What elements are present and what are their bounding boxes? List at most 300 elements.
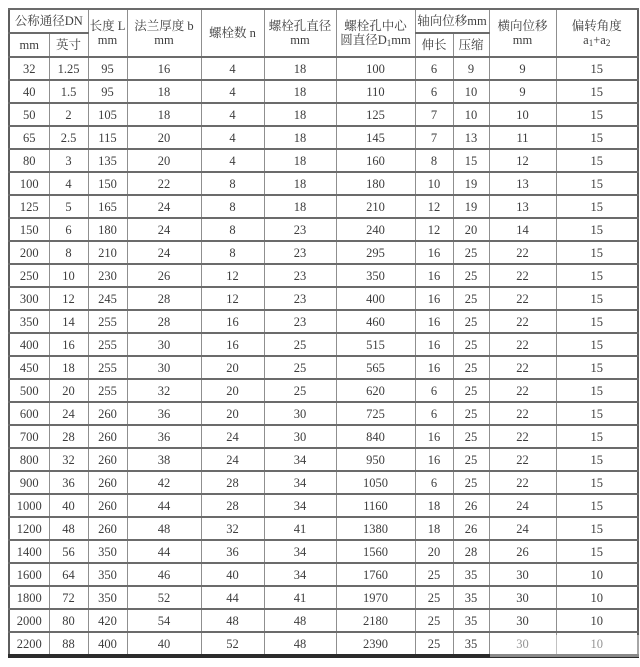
cell-length: 95 <box>88 57 127 80</box>
cell-deflection-angle: 15 <box>556 149 638 172</box>
cell-lateral-displacement: 22 <box>489 448 556 471</box>
cell-flange-thickness: 52 <box>127 586 201 609</box>
table-row <box>9 287 638 310</box>
cell-lateral-displacement: 10 <box>489 103 556 126</box>
header-bolt-hole-diameter <box>264 9 336 57</box>
header-row-1 <box>9 9 638 33</box>
cell-lateral-displacement: 30 <box>489 563 556 586</box>
header-bolt-circle-line1: 螺栓孔中心 <box>344 19 407 33</box>
cell-axial-compress: 25 <box>453 448 489 471</box>
cell-bolt-hole-diameter: 18 <box>264 149 336 172</box>
cell-axial-compress: 25 <box>453 425 489 448</box>
cell-length: 400 <box>88 632 127 656</box>
cell-length: 255 <box>88 356 127 379</box>
cell-bolt-hole-diameter: 23 <box>264 264 336 287</box>
cell-bolt-circle-diameter: 1160 <box>336 494 415 517</box>
cell-dn-inch: 4 <box>49 172 88 195</box>
cell-bolt-hole-diameter: 23 <box>264 241 336 264</box>
cell-bolt-circle-diameter: 1560 <box>336 540 415 563</box>
cell-axial-compress: 25 <box>453 310 489 333</box>
cell-deflection-angle: 15 <box>556 172 638 195</box>
cell-flange-thickness: 32 <box>127 379 201 402</box>
table-row <box>9 425 638 448</box>
cell-axial-compress: 35 <box>453 609 489 632</box>
cell-bolt-count: 4 <box>201 57 264 80</box>
cell-flange-thickness: 28 <box>127 287 201 310</box>
spec-table <box>8 8 639 658</box>
cell-flange-thickness: 28 <box>127 310 201 333</box>
cell-axial-extend: 16 <box>415 287 453 310</box>
cell-axial-extend: 16 <box>415 310 453 333</box>
cell-bolt-count: 44 <box>201 586 264 609</box>
cell-dn-inch: 20 <box>49 379 88 402</box>
cell-bolt-count: 8 <box>201 218 264 241</box>
cell-dn-mm: 700 <box>9 425 49 448</box>
cell-lateral-displacement: 22 <box>489 356 556 379</box>
cell-bolt-count: 12 <box>201 264 264 287</box>
cell-bolt-hole-diameter: 18 <box>264 80 336 103</box>
header-length <box>88 9 127 57</box>
header-axial-displacement <box>415 9 489 33</box>
cell-flange-thickness: 36 <box>127 425 201 448</box>
cell-bolt-circle-diameter: 100 <box>336 57 415 80</box>
cell-flange-thickness: 30 <box>127 333 201 356</box>
cell-bolt-count: 4 <box>201 149 264 172</box>
cell-flange-thickness: 20 <box>127 126 201 149</box>
cell-bolt-circle-diameter: 110 <box>336 80 415 103</box>
cell-flange-thickness: 18 <box>127 80 201 103</box>
cell-bolt-hole-diameter: 23 <box>264 218 336 241</box>
cell-bolt-circle-diameter: 400 <box>336 287 415 310</box>
cell-length: 260 <box>88 402 127 425</box>
cell-dn-mm: 450 <box>9 356 49 379</box>
cell-bolt-count: 48 <box>201 609 264 632</box>
cell-dn-inch: 40 <box>49 494 88 517</box>
cell-bolt-circle-diameter: 1050 <box>336 471 415 494</box>
cell-dn-inch: 6 <box>49 218 88 241</box>
cell-axial-compress: 26 <box>453 494 489 517</box>
cell-axial-extend: 6 <box>415 471 453 494</box>
cell-bolt-count: 32 <box>201 517 264 540</box>
spec-table-wrapper <box>8 8 639 658</box>
cell-flange-thickness: 46 <box>127 563 201 586</box>
cell-axial-compress: 10 <box>453 80 489 103</box>
cell-bolt-count: 8 <box>201 195 264 218</box>
cell-length: 135 <box>88 149 127 172</box>
cell-bolt-circle-diameter: 1970 <box>336 586 415 609</box>
cell-flange-thickness: 48 <box>127 517 201 540</box>
cell-deflection-angle: 15 <box>556 425 638 448</box>
cell-dn-mm: 125 <box>9 195 49 218</box>
cell-axial-compress: 35 <box>453 632 489 656</box>
cell-axial-extend: 25 <box>415 563 453 586</box>
cell-bolt-circle-diameter: 620 <box>336 379 415 402</box>
cell-axial-compress: 19 <box>453 172 489 195</box>
cell-lateral-displacement: 9 <box>489 80 556 103</box>
cell-length: 350 <box>88 540 127 563</box>
table-row <box>9 540 638 563</box>
cell-bolt-count: 4 <box>201 80 264 103</box>
cell-bolt-circle-diameter: 145 <box>336 126 415 149</box>
table-row <box>9 379 638 402</box>
cell-deflection-angle: 15 <box>556 264 638 287</box>
cell-dn-mm: 400 <box>9 333 49 356</box>
cell-axial-compress: 9 <box>453 57 489 80</box>
cell-lateral-displacement: 26 <box>489 540 556 563</box>
cell-axial-extend: 16 <box>415 241 453 264</box>
cell-dn-mm: 65 <box>9 126 49 149</box>
cell-axial-extend: 18 <box>415 494 453 517</box>
cell-axial-compress: 25 <box>453 356 489 379</box>
cell-bolt-count: 8 <box>201 172 264 195</box>
cell-axial-extend: 7 <box>415 126 453 149</box>
table-row <box>9 80 638 103</box>
cell-deflection-angle: 10 <box>556 586 638 609</box>
header-deflection-angle-label: 偏转角度 <box>571 19 622 33</box>
cell-axial-extend: 7 <box>415 103 453 126</box>
cell-dn-inch: 8 <box>49 241 88 264</box>
cell-deflection-angle: 10 <box>556 563 638 586</box>
table-row <box>9 218 638 241</box>
table-row <box>9 264 638 287</box>
cell-lateral-displacement: 22 <box>489 241 556 264</box>
cell-bolt-count: 52 <box>201 632 264 656</box>
cell-bolt-count: 28 <box>201 471 264 494</box>
cell-length: 350 <box>88 563 127 586</box>
cell-length: 115 <box>88 126 127 149</box>
cell-dn-inch: 56 <box>49 540 88 563</box>
cell-dn-mm: 40 <box>9 80 49 103</box>
cell-axial-compress: 26 <box>453 517 489 540</box>
header-bolt-hole-diameter-unit: mm <box>290 33 310 47</box>
cell-dn-mm: 200 <box>9 241 49 264</box>
cell-bolt-count: 24 <box>201 448 264 471</box>
cell-axial-compress: 13 <box>453 126 489 149</box>
cell-bolt-hole-diameter: 30 <box>264 425 336 448</box>
cell-dn-mm: 50 <box>9 103 49 126</box>
cell-axial-extend: 16 <box>415 425 453 448</box>
cell-flange-thickness: 44 <box>127 540 201 563</box>
cell-flange-thickness: 18 <box>127 103 201 126</box>
cell-dn-mm: 900 <box>9 471 49 494</box>
cell-flange-thickness: 22 <box>127 172 201 195</box>
cell-bolt-hole-diameter: 23 <box>264 310 336 333</box>
cell-lateral-displacement: 30 <box>489 632 556 656</box>
header-flange-thickness-unit: mm <box>154 33 174 47</box>
cell-bolt-hole-diameter: 18 <box>264 103 336 126</box>
cell-axial-extend: 16 <box>415 356 453 379</box>
table-row <box>9 517 638 540</box>
cell-length: 230 <box>88 264 127 287</box>
cell-dn-inch: 16 <box>49 333 88 356</box>
table-row <box>9 310 638 333</box>
cell-bolt-count: 20 <box>201 356 264 379</box>
table-row <box>9 609 638 632</box>
cell-bolt-circle-diameter: 350 <box>336 264 415 287</box>
cell-lateral-displacement: 30 <box>489 586 556 609</box>
cell-bolt-hole-diameter: 41 <box>264 517 336 540</box>
cell-bolt-hole-diameter: 25 <box>264 356 336 379</box>
cell-dn-mm: 350 <box>9 310 49 333</box>
header-dn-inch: 英寸 <box>49 33 88 57</box>
table-row <box>9 448 638 471</box>
cell-dn-inch: 24 <box>49 402 88 425</box>
cell-bolt-hole-diameter: 18 <box>264 195 336 218</box>
cell-bolt-circle-diameter: 180 <box>336 172 415 195</box>
cell-bolt-circle-diameter: 515 <box>336 333 415 356</box>
cell-dn-mm: 1400 <box>9 540 49 563</box>
table-row <box>9 586 638 609</box>
cell-axial-extend: 20 <box>415 540 453 563</box>
cell-lateral-displacement: 22 <box>489 264 556 287</box>
cell-bolt-hole-diameter: 23 <box>264 287 336 310</box>
cell-bolt-circle-diameter: 840 <box>336 425 415 448</box>
cell-bolt-count: 20 <box>201 379 264 402</box>
cell-dn-inch: 14 <box>49 310 88 333</box>
cell-flange-thickness: 30 <box>127 356 201 379</box>
header-nominal-diameter <box>9 9 88 33</box>
cell-dn-inch: 32 <box>49 448 88 471</box>
header-deflection-angle <box>556 9 638 57</box>
cell-dn-inch: 2 <box>49 103 88 126</box>
cell-axial-compress: 25 <box>453 471 489 494</box>
cell-axial-compress: 19 <box>453 195 489 218</box>
cell-flange-thickness: 24 <box>127 195 201 218</box>
cell-axial-extend: 25 <box>415 609 453 632</box>
cell-bolt-count: 4 <box>201 126 264 149</box>
cell-bolt-circle-diameter: 565 <box>336 356 415 379</box>
cell-dn-mm: 1800 <box>9 586 49 609</box>
cell-dn-inch: 1.25 <box>49 57 88 80</box>
cell-axial-extend: 16 <box>415 448 453 471</box>
cell-dn-inch: 3 <box>49 149 88 172</box>
cell-deflection-angle: 15 <box>556 540 638 563</box>
cell-axial-extend: 12 <box>415 218 453 241</box>
table-body <box>9 57 638 656</box>
cell-bolt-count: 8 <box>201 241 264 264</box>
cell-flange-thickness: 20 <box>127 149 201 172</box>
cell-bolt-circle-diameter: 460 <box>336 310 415 333</box>
cell-dn-mm: 100 <box>9 172 49 195</box>
cell-lateral-displacement: 14 <box>489 218 556 241</box>
cell-bolt-circle-diameter: 725 <box>336 402 415 425</box>
cell-flange-thickness: 24 <box>127 241 201 264</box>
cell-dn-mm: 800 <box>9 448 49 471</box>
cell-dn-inch: 10 <box>49 264 88 287</box>
cell-bolt-circle-diameter: 160 <box>336 149 415 172</box>
header-bolt-count <box>201 9 264 57</box>
cell-axial-extend: 6 <box>415 379 453 402</box>
cell-deflection-angle: 15 <box>556 287 638 310</box>
cell-dn-mm: 250 <box>9 264 49 287</box>
header-lateral-displacement <box>489 9 556 57</box>
cell-length: 420 <box>88 609 127 632</box>
header-dn-mm: mm <box>9 33 49 57</box>
header-bolt-count-label: 螺栓数 n <box>209 26 256 40</box>
cell-length: 260 <box>88 494 127 517</box>
cell-axial-extend: 6 <box>415 57 453 80</box>
cell-deflection-angle: 15 <box>556 218 638 241</box>
cell-deflection-angle: 15 <box>556 80 638 103</box>
cell-dn-inch: 72 <box>49 586 88 609</box>
cell-axial-extend: 8 <box>415 149 453 172</box>
cell-bolt-circle-diameter: 125 <box>336 103 415 126</box>
cell-lateral-displacement: 30 <box>489 609 556 632</box>
cell-dn-inch: 1.5 <box>49 80 88 103</box>
cell-axial-compress: 25 <box>453 402 489 425</box>
cell-bolt-hole-diameter: 34 <box>264 563 336 586</box>
table-row <box>9 172 638 195</box>
cell-bolt-hole-diameter: 48 <box>264 632 336 656</box>
cell-lateral-displacement: 22 <box>489 425 556 448</box>
cell-lateral-displacement: 12 <box>489 149 556 172</box>
table-row <box>9 402 638 425</box>
cell-dn-mm: 1000 <box>9 494 49 517</box>
cell-dn-inch: 5 <box>49 195 88 218</box>
table-row <box>9 563 638 586</box>
cell-bolt-count: 40 <box>201 563 264 586</box>
cell-length: 260 <box>88 425 127 448</box>
table-row <box>9 494 638 517</box>
table-row <box>9 333 638 356</box>
table-header <box>9 9 638 57</box>
cell-bolt-circle-diameter: 2390 <box>336 632 415 656</box>
cell-bolt-hole-diameter: 48 <box>264 609 336 632</box>
cell-dn-mm: 1200 <box>9 517 49 540</box>
header-axial-compress: 压缩 <box>453 33 489 57</box>
header-flange-thickness-label: 法兰厚度 b <box>134 19 194 33</box>
cell-length: 180 <box>88 218 127 241</box>
table-row <box>9 126 638 149</box>
cell-length: 255 <box>88 310 127 333</box>
cell-bolt-hole-diameter: 41 <box>264 586 336 609</box>
cell-axial-compress: 28 <box>453 540 489 563</box>
cell-deflection-angle: 15 <box>556 494 638 517</box>
cell-bolt-hole-diameter: 34 <box>264 471 336 494</box>
cell-dn-mm: 2000 <box>9 609 49 632</box>
cell-axial-compress: 10 <box>453 103 489 126</box>
cell-deflection-angle: 15 <box>556 333 638 356</box>
cell-dn-mm: 2200 <box>9 632 49 656</box>
cell-dn-inch: 48 <box>49 517 88 540</box>
cell-dn-mm: 600 <box>9 402 49 425</box>
cell-dn-inch: 64 <box>49 563 88 586</box>
cell-deflection-angle: 15 <box>556 103 638 126</box>
cell-length: 210 <box>88 241 127 264</box>
cell-axial-compress: 25 <box>453 241 489 264</box>
cell-flange-thickness: 36 <box>127 402 201 425</box>
header-axial-extend: 伸长 <box>415 33 453 57</box>
cell-axial-extend: 18 <box>415 517 453 540</box>
cell-deflection-angle: 10 <box>556 632 638 656</box>
cell-bolt-circle-diameter: 2180 <box>336 609 415 632</box>
cell-bolt-count: 4 <box>201 103 264 126</box>
cell-axial-extend: 10 <box>415 172 453 195</box>
cell-axial-extend: 12 <box>415 195 453 218</box>
cell-lateral-displacement: 13 <box>489 172 556 195</box>
cell-deflection-angle: 15 <box>556 379 638 402</box>
cell-bolt-circle-diameter: 1380 <box>336 517 415 540</box>
cell-axial-compress: 25 <box>453 333 489 356</box>
cell-length: 260 <box>88 517 127 540</box>
cell-flange-thickness: 40 <box>127 632 201 656</box>
cell-bolt-circle-diameter: 295 <box>336 241 415 264</box>
cell-bolt-circle-diameter: 240 <box>336 218 415 241</box>
cell-dn-inch: 88 <box>49 632 88 656</box>
cell-flange-thickness: 24 <box>127 218 201 241</box>
table-row <box>9 195 638 218</box>
header-length-label: 长度 L <box>89 19 126 33</box>
cell-bolt-hole-diameter: 34 <box>264 540 336 563</box>
cell-axial-compress: 25 <box>453 264 489 287</box>
cell-deflection-angle: 15 <box>556 517 638 540</box>
cell-dn-inch: 80 <box>49 609 88 632</box>
cell-deflection-angle: 15 <box>556 402 638 425</box>
cell-axial-compress: 15 <box>453 149 489 172</box>
cell-bolt-hole-diameter: 34 <box>264 448 336 471</box>
header-bolt-hole-diameter-label: 螺栓孔直径 <box>268 19 332 33</box>
cell-deflection-angle: 15 <box>556 57 638 80</box>
header-lateral-displacement-label: 横向位移 <box>497 19 548 33</box>
cell-axial-extend: 6 <box>415 402 453 425</box>
cell-flange-thickness: 26 <box>127 264 201 287</box>
cell-dn-inch: 2.5 <box>49 126 88 149</box>
cell-bolt-hole-diameter: 34 <box>264 494 336 517</box>
cell-length: 95 <box>88 80 127 103</box>
cell-lateral-displacement: 22 <box>489 402 556 425</box>
cell-deflection-angle: 10 <box>556 609 638 632</box>
cell-bolt-count: 24 <box>201 425 264 448</box>
cell-dn-mm: 300 <box>9 287 49 310</box>
cell-lateral-displacement: 22 <box>489 333 556 356</box>
header-lateral-displacement-unit: mm <box>512 33 533 47</box>
cell-axial-extend: 25 <box>415 632 453 656</box>
cell-bolt-count: 20 <box>201 402 264 425</box>
cell-dn-inch: 18 <box>49 356 88 379</box>
cell-dn-mm: 80 <box>9 149 49 172</box>
table-row <box>9 356 638 379</box>
header-bolt-circle-line2: 圆直径$D_1mm$ <box>340 33 411 48</box>
cell-bolt-hole-diameter: 18 <box>264 57 336 80</box>
cell-lateral-displacement: 22 <box>489 310 556 333</box>
cell-flange-thickness: 38 <box>127 448 201 471</box>
cell-deflection-angle: 15 <box>556 195 638 218</box>
cell-axial-extend: 25 <box>415 586 453 609</box>
cell-deflection-angle: 15 <box>556 448 638 471</box>
cell-bolt-count: 12 <box>201 287 264 310</box>
table-row <box>9 149 638 172</box>
cell-axial-compress: 25 <box>453 287 489 310</box>
cell-bolt-count: 28 <box>201 494 264 517</box>
header-axial-displacement-label: 轴向位移mm <box>417 14 487 28</box>
cell-bolt-hole-diameter: 30 <box>264 402 336 425</box>
cell-bolt-count: 36 <box>201 540 264 563</box>
cell-bolt-hole-diameter: 18 <box>264 126 336 149</box>
cell-dn-mm: 500 <box>9 379 49 402</box>
cell-axial-compress: 25 <box>453 379 489 402</box>
cell-lateral-displacement: 22 <box>489 287 556 310</box>
header-bolt-circle-diameter <box>336 9 415 57</box>
table-row <box>9 241 638 264</box>
cell-flange-thickness: 44 <box>127 494 201 517</box>
cell-bolt-circle-diameter: 1760 <box>336 563 415 586</box>
cell-axial-compress: 20 <box>453 218 489 241</box>
cell-bolt-count: 16 <box>201 310 264 333</box>
cell-axial-compress: 35 <box>453 563 489 586</box>
cell-length: 260 <box>88 448 127 471</box>
cell-lateral-displacement: 11 <box>489 126 556 149</box>
cell-bolt-hole-diameter: 25 <box>264 379 336 402</box>
